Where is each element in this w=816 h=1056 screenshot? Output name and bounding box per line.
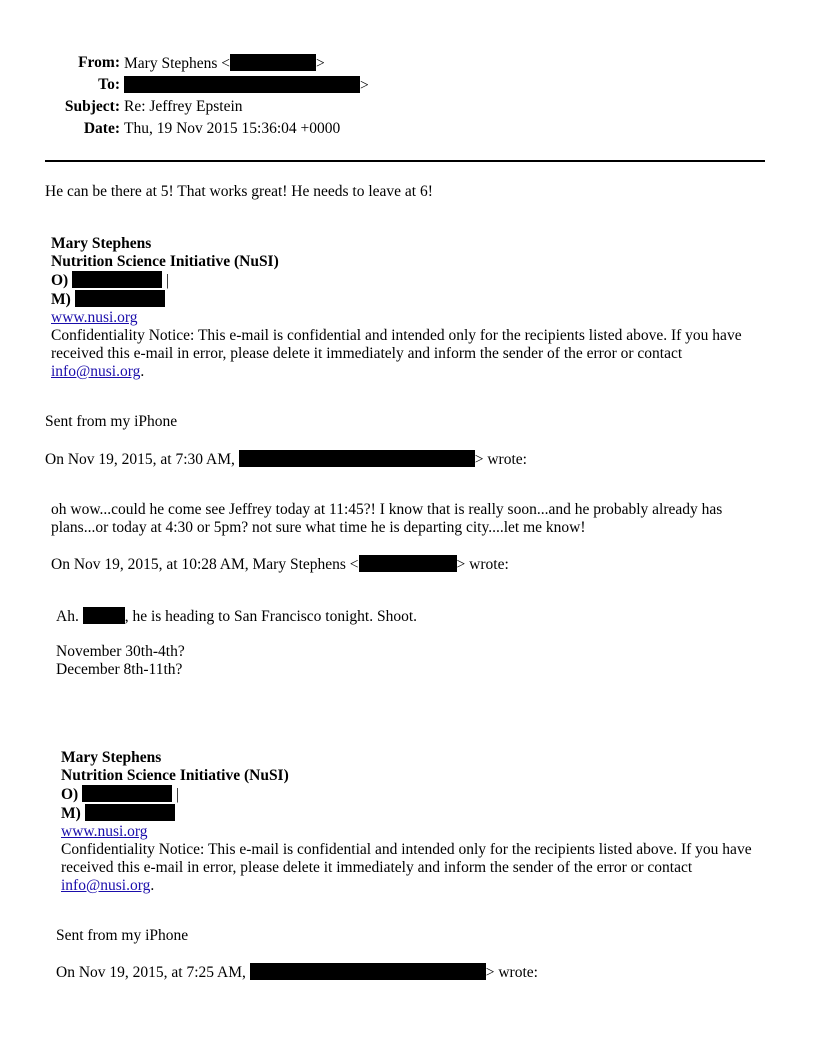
office-phone-row <box>61 785 761 804</box>
quote-intro <box>51 555 509 574</box>
website-link[interactable]: www.nusi.org <box>51 309 138 326</box>
sent-from-iphone: Sent from my iPhone <box>45 413 178 430</box>
phone-separator: | <box>165 272 170 289</box>
date-options <box>56 643 185 679</box>
quote-intro <box>56 963 538 982</box>
office-phone-row <box>51 271 771 290</box>
mobile-phone-row <box>51 290 771 309</box>
redacted-office-phone <box>72 271 162 288</box>
mobile-label: M) <box>61 805 81 822</box>
mobile-label: M) <box>51 291 71 308</box>
office-label: O) <box>51 272 69 289</box>
sent-from-iphone: Sent from my iPhone <box>56 927 189 944</box>
quote-intro-end: > wrote: <box>474 451 527 468</box>
from-value: Mary Stephens < <box>124 55 231 72</box>
redacted-sender-email <box>359 555 457 572</box>
from-label: From: <box>78 54 120 71</box>
contact-email-link[interactable]: info@nusi.org <box>61 877 151 894</box>
website-link[interactable]: www.nusi.org <box>61 823 148 840</box>
signature-org: Nutrition Science Initiative (NuSI) <box>61 767 289 784</box>
to-close: > <box>360 77 369 94</box>
signature-name: Mary Stephens <box>61 749 162 766</box>
redacted-office-phone <box>82 785 172 802</box>
email-header <box>0 54 400 144</box>
redacted-mobile-phone <box>75 290 165 307</box>
signature-org: Nutrition Science Initiative (NuSI) <box>51 253 279 270</box>
redacted-mobile-phone <box>85 804 175 821</box>
subject-label: Subject: <box>64 98 120 115</box>
date-value: Thu, 19 Nov 2015 15:36:04 +0000 <box>124 120 341 137</box>
redacted-sender <box>239 450 475 467</box>
quote-intro-text: On Nov 19, 2015, at 7:25 AM, <box>56 964 250 981</box>
message-start: Ah. <box>56 608 83 625</box>
date-option: December 8th-11th? <box>56 661 183 678</box>
confidentiality-notice <box>51 327 771 381</box>
phone-separator: | <box>175 786 180 803</box>
message-end: , he is heading to San Francisco tonight. Shoot. <box>124 608 418 625</box>
redacted-name <box>83 607 125 624</box>
to-label: To: <box>98 76 120 93</box>
quote-intro-text: On Nov 19, 2015, at 7:30 AM, <box>45 451 239 468</box>
confidentiality-notice <box>61 841 761 895</box>
signature-block <box>61 749 761 895</box>
notice-end: . <box>140 363 145 380</box>
mobile-phone-row <box>61 804 761 823</box>
notice-text: Confidentiality Notice: This e-mail is confidential and intended only for the recipients listed above. If you have received this e-mail in error, please delete it immediately and inform the sender of the error or contact <box>51 327 742 362</box>
redacted-to-email <box>124 76 360 93</box>
subject-value: Re: Jeffrey Epstein <box>124 98 243 115</box>
signature-block <box>51 235 771 381</box>
notice-end: . <box>150 877 155 894</box>
redacted-from-email <box>230 54 316 71</box>
header-divider <box>45 160 765 162</box>
quote-intro-end: > wrote: <box>456 556 509 573</box>
from-close: > <box>316 55 325 72</box>
quote-intro-end: > wrote: <box>485 964 538 981</box>
date-option: November 30th-4th? <box>56 643 185 660</box>
date-label: Date: <box>83 120 120 137</box>
contact-email-link[interactable]: info@nusi.org <box>51 363 141 380</box>
reply-line: He can be there at 5! That works great! He needs to leave at 6! <box>45 183 433 200</box>
redacted-sender <box>250 963 486 980</box>
quote-intro-text: On Nov 19, 2015, at 10:28 AM, Mary Stephens < <box>51 556 359 573</box>
quote-intro <box>45 450 527 469</box>
quoted-message <box>56 607 417 626</box>
signature-name: Mary Stephens <box>51 235 152 252</box>
quoted-message: oh wow...could he come see Jeffrey today at 11:45?! I know that is really soon...and he probably already has plans...or today at 4:30 or 5pm? not sure what time he is departing city....let me know! <box>51 501 723 536</box>
notice-text: Confidentiality Notice: This e-mail is confidential and intended only for the recipients listed above. If you have received this e-mail in error, please delete it immediately and inform the sender of the error or contact <box>61 841 752 876</box>
office-label: O) <box>61 786 79 803</box>
